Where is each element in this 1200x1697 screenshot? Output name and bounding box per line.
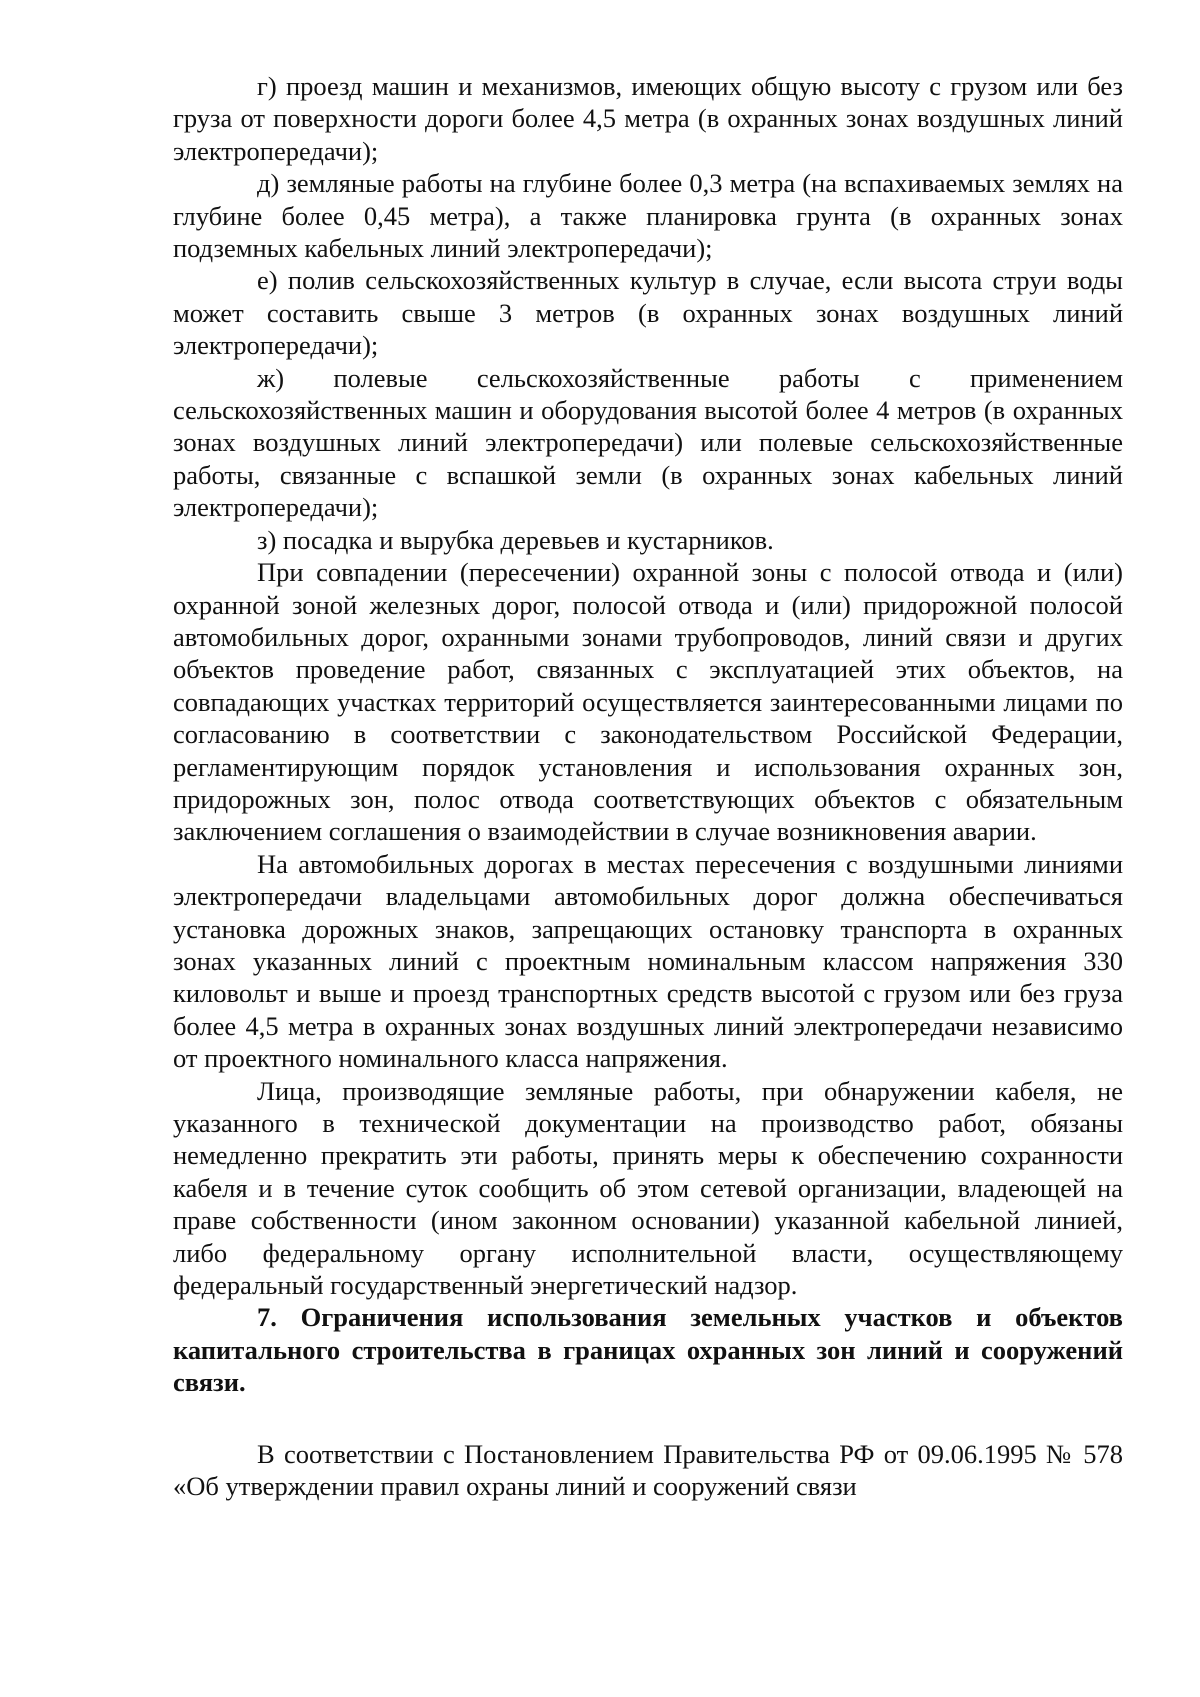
section-heading: 7. Ограничения использования земельных участков и объектов капитального строительства в границах охранных зон линий и сооружений связи. xyxy=(173,1302,1123,1398)
paragraph-item-d: д) земляные работы на глубине более 0,3 метра (на вспахиваемых землях на глубине более 0,45 метра), а также планировка грунта (в охранных зонах подземных кабельных линий электропередачи); xyxy=(173,168,1123,264)
paragraph-item-g: г) проезд машин и механизмов, имеющих общую высоту с грузом или без груза от поверхности дороги более 4,5 метра (в охранных зонах воздушных линий электропередачи); xyxy=(173,71,1123,166)
paragraph-road-signs: На автомобильных дорогах в местах пересечения с воздушными линиями электропередачи владельцами автомобильных дорог должна обеспечиваться установка дорожных знаков, запрещающих остановку транспорта в охранных зонах указанных линий с проектным номинальным классом напряжения 330 киловольт и выше и проезд транспортных средств высотой с грузом или без груза более 4,5 метра в охранных зонах воздушных линий электропередачи независимо от проектного номинального класса напряжения. xyxy=(173,848,1123,1074)
paragraph-item-e: е) полив сельскохозяйственных культур в случае, если высота струи воды может составить свыше 3 метров (в охранных зонах воздушных линий электропередачи); xyxy=(173,265,1123,361)
paragraph-regulation-reference: В соответствии с Постановлением Правительства РФ от 09.06.1995 № 578 «Об утверждении правил охраны линий и сооружений связи xyxy=(173,1438,1123,1502)
paragraph-zone-overlap: При совпадении (пересечении) охранной зоны с полосой отвода и (или) охранной зоной железных дорог, полосой отвода и (или) придорожной полосой автомобильных дорог, охранными зонами трубопроводов, линий связи и других объектов проведение работ, связанных с эксплуатацией этих объектов, на совпадающих участках территорий осуществляется заинтересованными лицами по согласованию в соответствии с законодательством Российской Федерации, регламентирующим порядок установления и использования охранных зон, придорожных зон, полос отвода соответствующих объектов с обязательным заключением соглашения о взаимодействии в случае возникновения аварии. xyxy=(173,557,1123,847)
paragraph-earthworks-cable: Лица, производящие земляные работы, при обнаружении кабеля, не указанного в технической документации на производство работ, обязаны немедленно прекратить эти работы, принять меры к обеспечению сохранности кабеля и в течение суток сообщить об этом сетевой организации, владеющей на праве собственности (ином законном основании) указанной кабельной линией, либо федеральному органу исполнительной власти, осуществляющему федеральный государственный энергетический надзор. xyxy=(173,1075,1123,1301)
paragraph-item-zh: ж) полевые сельскохозяйственные работы с применением сельскохозяйственных машин и оборудования высотой более 4 метров (в охранных зонах воздушных линий электропередачи) или полевые сельскохозяйственные работы, связанные с вспашкой земли (в охранных зонах кабельных линий электропередачи); xyxy=(173,362,1123,523)
document-page xyxy=(173,70,1123,1502)
paragraph-item-z: з) посадка и вырубка деревьев и кустарников. xyxy=(257,524,774,555)
